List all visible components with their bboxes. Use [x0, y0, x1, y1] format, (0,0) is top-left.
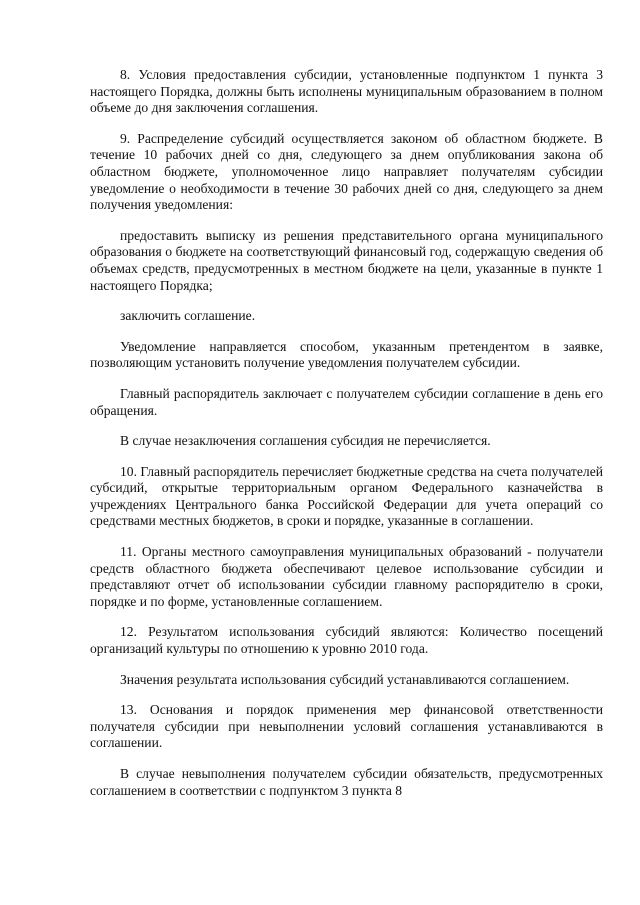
paragraph-12: 12. Результатом использования субсидий являются: Количество посещений организаций культуры по отношению к уровню 2010 года. — [90, 624, 603, 657]
paragraph-9-item-extract: предоставить выписку из решения представительного органа муниципального образования о бюджете на соответствующий финансовый год, содержащую сведения об объемах средств, предусмотренных в местном бюджете на цели, указанные в пункте 1 настоящего Порядка; — [90, 227, 603, 293]
paragraph-11: 11. Органы местного самоуправления муниципальных образований - получатели средств областного бюджета обеспечивают целевое использование субсидии и представляют отчет об использовании субсидии главному распорядителю в сроки, порядке и по форме, установленные соглашением. — [90, 544, 603, 609]
paragraph-13: 13. Основания и порядок применения мер финансовой ответственности получателя субсидии при невыполнении условий соглашения устанавливаются в соглашении. — [90, 702, 603, 751]
paragraph-no-agreement: В случае незаключения соглашения субсидия не перечисляется. — [120, 433, 491, 449]
paragraph-8: 8. Условия предоставления субсидии, установленные подпунктом 1 пункта 3 настоящего Порядка, должны быть исполнены муниципальным образованием в полном объеме до дня заключения соглашения. — [90, 67, 603, 116]
paragraph-agreement-day: Главный распорядитель заключает с получателем субсидии соглашение в день его обращения. — [90, 385, 603, 418]
paragraph-notification-method: Уведомление направляется способом, указанным претендентом в заявке, позволяющим установить получение уведомления получателем субсидии. — [90, 338, 603, 371]
document-page — [90, 67, 603, 813]
paragraph-result-values: Значения результата использования субсидий устанавливаются соглашением. — [120, 671, 570, 687]
paragraph-non-fulfillment: В случае невыполнения получателем субсидии обязательств, предусмотренных соглашением в соответствии с подпунктом 3 пункта 8 — [90, 766, 603, 798]
paragraph-9-item-agreement: заключить соглашение. — [120, 308, 256, 324]
paragraph-9: 9. Распределение субсидий осуществляется законом об областном бюджете. В течение 10 рабочих дней со дня, следующего за днем опубликования закона об областном бюджете, уполномоченное лицо направляет получателям субсидии уведомление о необходимости в течение 30 рабочих дней со дня, следующего за днем получения уведомления: — [90, 130, 603, 213]
paragraph-10: 10. Главный распорядитель перечисляет бюджетные средства на счета получателей субсидий, открытые территориальным органом Федерального казначейства в учреждениях Центрального банка Российской Федерации для учета операций со средствами местных бюджетов, в сроки и порядке, указанные в соглашении. — [90, 463, 603, 529]
